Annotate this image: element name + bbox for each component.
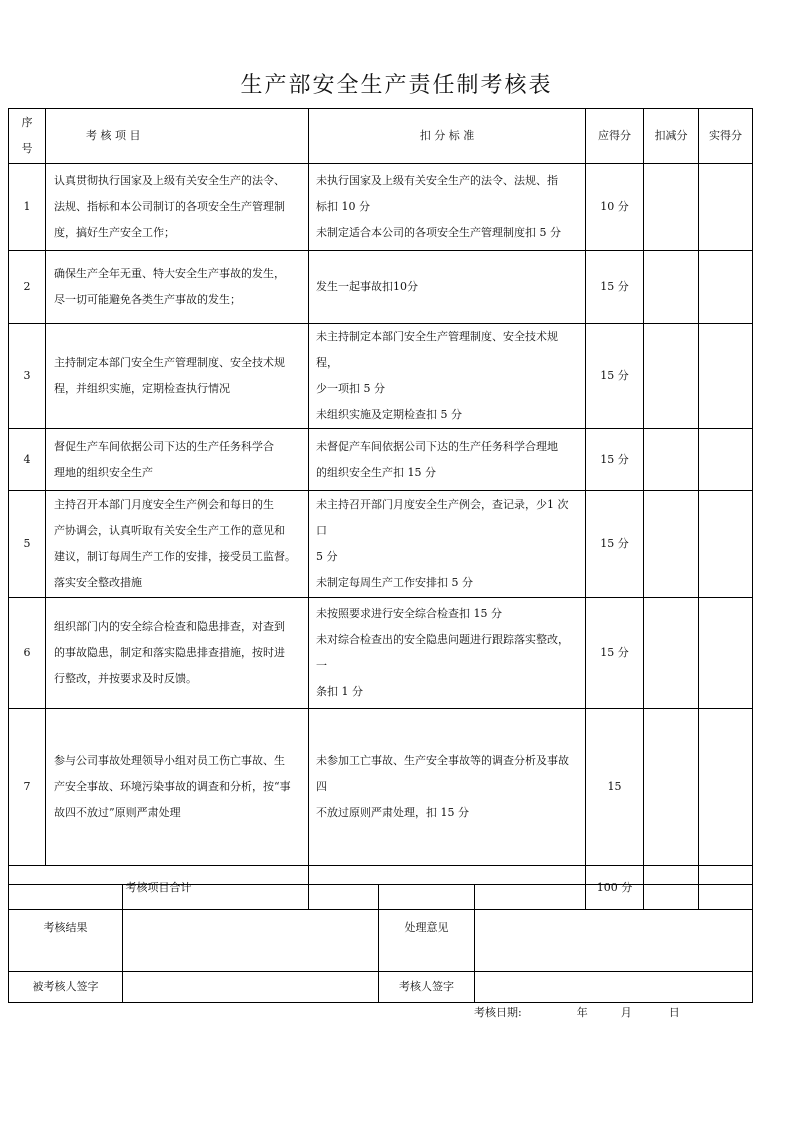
page-title: 生产部安全生产责任制考核表 bbox=[240, 73, 553, 98]
deduct-score-cell[interactable] bbox=[644, 164, 699, 251]
deduct-score-cell[interactable] bbox=[644, 324, 699, 429]
row-number: 2 bbox=[9, 251, 46, 324]
header-item: 考 核 项 目 bbox=[46, 109, 309, 164]
date-year: 年 bbox=[576, 1006, 588, 1019]
assessment-item: 主持召开本部门月度安全生产例会和每日的生 产协调会，认真听取有关安全生产工作的意见和 建议，制订每周生产工作的安排，接受员工监督。 落实安全整改措施 bbox=[46, 491, 309, 598]
header-actual-score: 实得分 bbox=[699, 109, 753, 164]
table-row bbox=[9, 491, 753, 598]
actual-score-cell[interactable] bbox=[699, 709, 753, 866]
due-score: 15 分 bbox=[586, 251, 644, 324]
assessment-item: 认真贯彻执行国家及上级有关安全生产的法令、 法规、指标和本公司制订的各项安全生产管理制 度，搞好生产安全工作； bbox=[46, 164, 309, 251]
signature-row bbox=[9, 972, 753, 1003]
table-row bbox=[9, 251, 753, 324]
due-score: 10 分 bbox=[586, 164, 644, 251]
date-month: 月 bbox=[620, 1006, 632, 1019]
examiner-sign-field[interactable] bbox=[475, 972, 753, 1003]
result-label: 考核结果 bbox=[9, 885, 123, 972]
actual-score-cell[interactable] bbox=[699, 598, 753, 709]
assessment-item: 参与公司事故处理领导小组对员工伤亡事故、生 产安全事故、环境污染事故的调查和分析，按“事 故四不放过”原则严肃处理 bbox=[46, 709, 309, 866]
deduction-criteria: 未主持制定本部门安全生产管理制度、安全技术规程， 少一项扣 5 分 未组织实施及定期检查扣 5 分 bbox=[309, 324, 586, 429]
row-number: 1 bbox=[9, 164, 46, 251]
assessment-table bbox=[8, 108, 753, 910]
actual-score-cell[interactable] bbox=[699, 491, 753, 598]
table-row bbox=[9, 429, 753, 491]
row-number: 3 bbox=[9, 324, 46, 429]
due-score: 15 bbox=[586, 709, 644, 866]
examiner-sign-label: 考核人签字 bbox=[379, 972, 475, 1003]
deduction-criteria: 未执行国家及上级有关安全生产的法令、法规、指 标扣 10 分 未制定适合本公司的各项安全生产管理制度扣 5 分 bbox=[309, 164, 586, 251]
header-criteria: 扣 分 标 准 bbox=[309, 109, 586, 164]
assessment-item: 督促生产车间依据公司下达的生产任务科学合 理地的组织安全生产 bbox=[46, 429, 309, 491]
header-deduct-score: 扣减分 bbox=[644, 109, 699, 164]
result-field[interactable] bbox=[123, 885, 379, 972]
actual-score-cell[interactable] bbox=[699, 324, 753, 429]
date-label: 考核日期: bbox=[474, 1006, 522, 1019]
deduct-score-cell[interactable] bbox=[644, 709, 699, 866]
deduction-criteria: 未按照要求进行安全综合检查扣 15 分 未对综合检查出的安全隐患问题进行跟踪落实整改，一 条扣 1 分 bbox=[309, 598, 586, 709]
deduction-criteria: 未主持召开部门月度安全生产例会，查记录，少1 次口 5 分 未制定每周生产工作安排扣 5 分 bbox=[309, 491, 586, 598]
header-seq: 序 号 bbox=[9, 109, 46, 164]
examinee-sign-label: 被考核人签字 bbox=[9, 972, 123, 1003]
date-day: 日 bbox=[668, 1006, 680, 1019]
total-score: 100 分 bbox=[586, 866, 644, 910]
assessment-item: 主持制定本部门安全生产管理制度、安全技术规 程，并组织实施，定期检查执行情况 bbox=[46, 324, 309, 429]
opinion-field[interactable] bbox=[475, 885, 753, 972]
due-score: 15 分 bbox=[586, 324, 644, 429]
due-score: 15 分 bbox=[586, 429, 644, 491]
due-score: 15 分 bbox=[586, 491, 644, 598]
deduct-score-cell[interactable] bbox=[644, 491, 699, 598]
row-number: 6 bbox=[9, 598, 46, 709]
deduct-score-cell[interactable] bbox=[644, 251, 699, 324]
table-row bbox=[9, 709, 753, 866]
row-number: 4 bbox=[9, 429, 46, 491]
header-row bbox=[9, 109, 753, 164]
table-row bbox=[9, 324, 753, 429]
due-score: 15 分 bbox=[586, 598, 644, 709]
assessment-item: 确保生产全年无重、特大安全生产事故的发生， 尽一切可能避免各类生产事故的发生； bbox=[46, 251, 309, 324]
row-number: 5 bbox=[9, 491, 46, 598]
deduction-criteria: 未参加工亡事故、生产安全事故等的调查分析及事故四 不放过原则严肃处理，扣 15 分 bbox=[309, 709, 586, 866]
header-due-score: 应得分 bbox=[586, 109, 644, 164]
actual-score-cell[interactable] bbox=[699, 164, 753, 251]
examinee-sign-field[interactable] bbox=[123, 972, 379, 1003]
assessment-date bbox=[474, 1004, 680, 1020]
opinion-label: 处理意见 bbox=[379, 885, 475, 972]
table-row bbox=[9, 598, 753, 709]
total-label: 考核项目合计 bbox=[9, 866, 309, 910]
assessment-item: 组织部门内的安全综合检查和隐患排查，对查到 的事故隐患，制定和落实隐患排查措施，按时进 行整改，并按要求及时反馈。 bbox=[46, 598, 309, 709]
actual-score-cell[interactable] bbox=[699, 251, 753, 324]
deduction-criteria: 未督促产车间依据公司下达的生产任务科学合理地 的组织安全生产扣 15 分 bbox=[309, 429, 586, 491]
result-table bbox=[8, 884, 753, 1003]
row-number: 7 bbox=[9, 709, 46, 866]
result-row bbox=[9, 885, 753, 972]
deduct-score-cell[interactable] bbox=[644, 429, 699, 491]
deduction-criteria: 发生一起事故扣10分 bbox=[309, 251, 586, 324]
actual-score-cell[interactable] bbox=[699, 429, 753, 491]
table-row bbox=[9, 164, 753, 251]
deduct-score-cell[interactable] bbox=[644, 598, 699, 709]
